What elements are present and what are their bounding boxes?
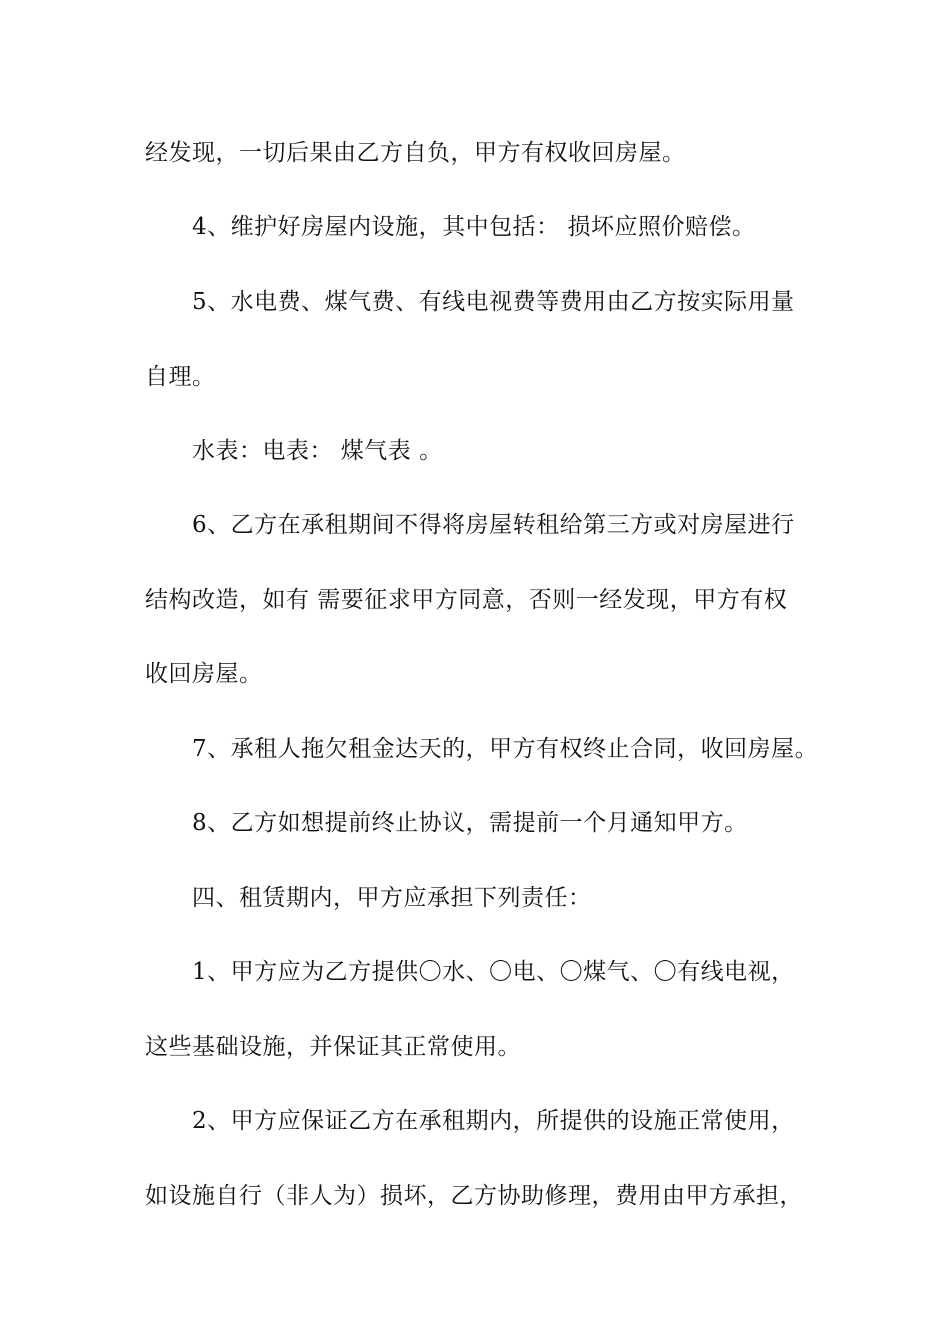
text-line-5: 水表：电表： 煤气表 。 [192, 438, 443, 464]
text-line-9: 7、承租人拖欠租金达天的，甲方有权终止合同，收回房屋。 [192, 736, 819, 762]
text-line-12: 1、甲方应为乙方提供〇水、〇电、〇煤气、〇有线电视， [192, 959, 795, 985]
text-line-7: 结构改造，如有 需要征求甲方同意，否则一经发现，甲方有权 [145, 587, 788, 613]
text-line-1: 经发现，一切后果由乙方自负，甲方有权收回房屋。 [145, 140, 686, 166]
text-line-3: 5、水电费、煤气费、有线电视费等费用由乙方按实际用量 [192, 289, 795, 315]
text-line-8: 收回房屋。 [145, 661, 263, 687]
text-line-13: 这些基础设施，并保证其正常使用。 [145, 1034, 521, 1060]
text-line-15: 如设施自行（非人为）损坏，乙方协助修理，费用由甲方承担， [145, 1183, 803, 1209]
text-line-14: 2、甲方应保证乙方在承租期内，所提供的设施正常使用， [192, 1108, 795, 1134]
text-line-10: 8、乙方如想提前终止协议，需提前一个月通知甲方。 [192, 810, 748, 836]
text-line-11: 四、租赁期内，甲方应承担下列责任： [192, 885, 592, 911]
text-line-4: 自理。 [145, 364, 216, 390]
text-line-2: 4、维护好房屋内设施，其中包括： 损坏应照价赔偿。 [192, 214, 756, 240]
text-line-6: 6、乙方在承租期间不得将房屋转租给第三方或对房屋进行 [192, 512, 795, 538]
